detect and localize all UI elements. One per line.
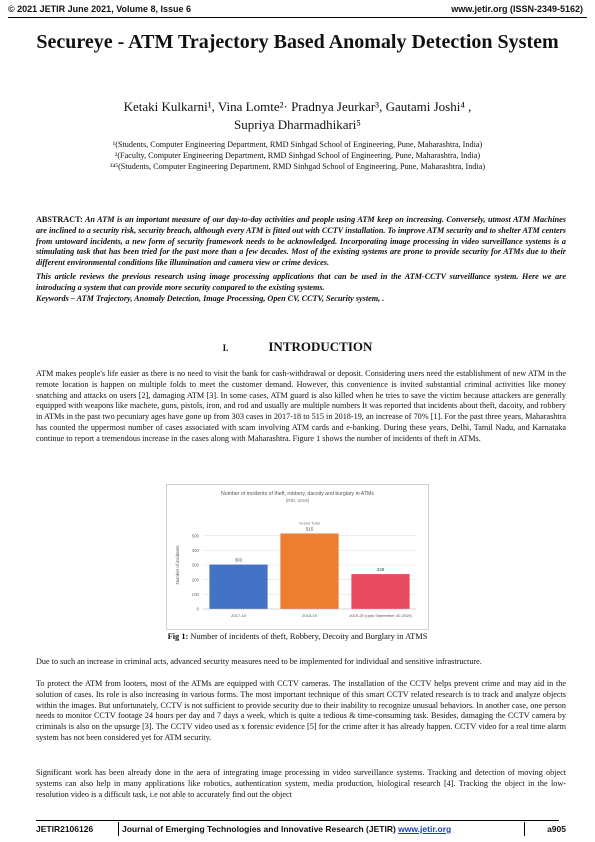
y-axis-label: Number of incidents: [175, 545, 180, 585]
y-tick-label: 500: [191, 533, 199, 539]
footer-journal: [122, 824, 451, 834]
affiliation-3: ³⁴⁵(Students, Computer Engineering Department, RMD Sinhgad School of Engineering, Pune, Maharashtra, India): [109, 162, 486, 171]
section-number: I.: [222, 343, 229, 353]
body-paragraph-2: Due to such an increase in criminal acts, advanced security measures need to be implemented for individual and sensitive infrastructure.: [36, 657, 482, 666]
footer-page-number: a905: [547, 824, 566, 834]
y-tick-label: 300: [191, 562, 199, 568]
bar: [351, 574, 409, 609]
paper-title: Secureye - ATM Trajectory Based Anomaly Detection System: [36, 31, 559, 53]
data-label: 303: [234, 557, 243, 563]
intro-paragraph: ATM makes people's life easier as there is no need to visit the bank for cash-withdrawal or deposit. Considering users need the establishment of new ATM in the remote location is happen on multiple folds to meet the customer demand. However, this convenience is invited substantial criminal activities like money snatching and attacks on users [2], damaging ATM [3]. In some cases, ATM guard is also killed when he tries to save the victim because attackers are generally equipped with weapons like machete, guns, pistols, iron, and rod and usually are multiple numbers It was reported that incidents about theft, dacoity, and robbery in ATMs in the past two pecuniary ages have gone up from 303 cases in 2017-18 to 515 in 2018-19, an increase of 70% [1]. For the past three years, Maharashtra has counted the uppermost number of cases associated with scam involving ATM cards and e-banking. During these years, Delhi, Tamil Nadu, and Karnataka continue to report a tremendous increase in the cases along with Maharashtra. Figure 1 shows the number of incidents of theft in ATMs.: [36, 369, 566, 443]
x-tick-label: 2019-20 (upto September 30,2019): [349, 613, 412, 618]
header-left: © 2021 JETIR June 2021, Volume 8, Issue 6: [8, 4, 192, 14]
authors-line-2: Supriya Dharmadhikari⁵: [234, 117, 361, 132]
authors: [40, 98, 555, 134]
affiliation-2: ²(Faculty, Computer Engineering Department, RMD Sinhgad School of Engineering, Pune, Maharashtra, India): [114, 151, 481, 160]
keywords: Keywords – ATM Trajectory, Anomaly Detection, Image Processing, Open CV, CCTV, Security system, .: [36, 293, 385, 303]
data-label: 238: [376, 567, 385, 573]
annotation: Grand Total: [299, 520, 320, 526]
header-rule: [8, 17, 587, 18]
header-right: www.jetir.org (ISSN-2349-5162): [451, 4, 583, 14]
footer-separator-1: [118, 822, 119, 836]
x-tick-label: 2018-19: [302, 613, 317, 618]
footer-separator-2: [524, 822, 525, 836]
y-tick-label: 100: [191, 591, 199, 597]
y-tick-label: 400: [191, 547, 199, 553]
footer-rule: [36, 820, 559, 821]
authors-line-1: Ketaki Kulkarni¹, Vina Lomte²· Pradnya Jeurkar³, Gautami Joshi⁴ ,: [123, 99, 472, 114]
footer-id: JETIR2106126: [36, 824, 94, 834]
affiliation-1: ¹(Students, Computer Engineering Department, RMD Sinhgad School of Engineering, Pune, Maharashtra, India): [112, 140, 483, 149]
abstract-text-2: This article reviews the previous research using image processing applications that can be used in the ATM-CCTV surveillance system. Here we are introducing a system that can provide more security compared to the existing systems.: [36, 271, 566, 292]
section-title: INTRODUCTION: [268, 339, 373, 354]
chart-title: Number of incidents of theft, robbery, dacoity and burglary in ATMs: [221, 491, 374, 497]
y-tick-label: 0: [196, 606, 199, 612]
figure-caption-label: Fig 1:: [167, 632, 189, 641]
y-tick-label: 200: [191, 577, 199, 583]
figure-caption-text: Number of incidents of theft, Robbery, Decoity and Burglary in ATMS: [188, 632, 428, 641]
bar: [209, 565, 267, 609]
chart-subtitle: (RBI, 2019): [285, 498, 310, 503]
footer-link[interactable]: www.jetir.org: [398, 824, 452, 834]
footer-journal-name: Journal of Emerging Technologies and Innovative Research (JETIR): [122, 824, 399, 834]
body-paragraph-3: To protect the ATM from looters, most of the ATMs are equipped with CCTV cameras. The installation of the CCTV helps prevent crime and may aid in the solution of cases. Its role is also increasing in various forms. The most important technique of this smart CCTV related research is to track and analyze objects within the images. But unfortunately, CCTV is not sufficient to provide security due to their inability to recognize unusual behaviors. In another case, one person needs to monitor CCTV footage 24 hours per day and 7 days a week, which is quite a tedious & time-consuming task. Besides, damaging the CCTV camera by criminals is also on the upsurge [3]. The CCTV video used as x forensic evidence [5] for the crime after it has already happen. CCTV video for a real time alarm system has not been considered yet for ATM security.: [36, 679, 566, 742]
bar: [280, 533, 338, 609]
bar-chart: [167, 485, 428, 629]
abstract-lead: ABSTRACT:: [36, 215, 83, 224]
abstract: [36, 215, 566, 304]
body-paragraph-4: Significant work has been already done in the aera of integrating image processing in video surveillance systems. Tracking and detection of moving object systems can also help in many applications like robotics, authentication system, media production, biological research [4]. Tracking the object in the low-resolution video is a difficult task, i.e not able to accurately find out the object: [36, 768, 566, 799]
abstract-text: An ATM is an important measure of our day-to-day activities and people using ATM keep on increasing. Conversely, utmost ATM Machines are inclined to a security risk, security breach, although every ATM is fitted out with CCTV installation. To improve ATM security and to shelter ATM centers from untoward incidents, a new form of security framework needs to be acknowledged. Incorporating image processing in video surveillance systems is a stimulating task that has been tried for the past more than a few decades. Most of the existing systems are prone to provide security for ATMs due to their different environmental conditions like illumination and camera view or crime devices.: [36, 215, 566, 268]
figure-caption: [0, 632, 595, 641]
figure-1-chart: [166, 484, 429, 630]
section-heading: [0, 339, 595, 355]
x-tick-label: 2017-18: [231, 613, 246, 618]
page-header: [0, 0, 595, 18]
data-label: 515: [305, 526, 314, 532]
